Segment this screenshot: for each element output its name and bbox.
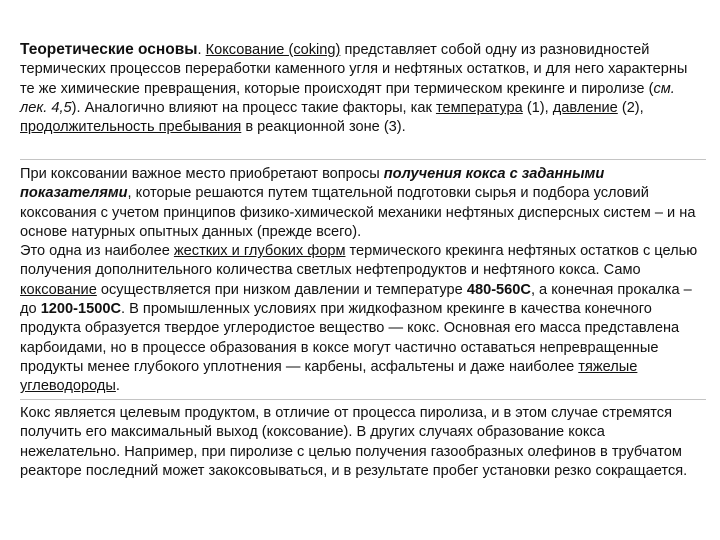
- text-span: , которые решаются путем тщательной подготовки сырья и подбора условий коксования с учетом принципов физико-химической механики нефтяных дисперсных систем – и на основе натурных опытных данных (прежде всего).: [20, 185, 696, 240]
- duration-link[interactable]: продолжительность пребывания: [20, 119, 242, 136]
- calcination-temperature: 1200-1500С: [40, 301, 122, 318]
- paragraph-coke-product: [20, 404, 706, 481]
- text-span: термического крекинга нефтяных остатков с целью получения дополнительного количества светлых нефтепродуктов и нефтяного кокса. Само: [20, 243, 698, 279]
- divider: [20, 399, 706, 400]
- paragraph-intro: [20, 40, 706, 137]
- pressure-link[interactable]: давление: [552, 99, 618, 116]
- text-span: представляет собой одну из разновидностей термических процессов переработки каменного угля и нефтяных остатков, и для него характерны те же химические превращения, которые происходят при термическом крекинге и пиролизе (: [20, 42, 688, 97]
- coking-link[interactable]: коксование: [20, 281, 97, 298]
- paragraph-line-group: [20, 242, 706, 396]
- heavy-hydrocarbons-link[interactable]: тяжелые углеводороды: [20, 358, 638, 395]
- text-span: Это одна из наиболее: [20, 243, 174, 260]
- text-span: осуществляется при низком давлении и температуре: [96, 281, 467, 298]
- divider: [20, 159, 706, 160]
- text-span: Кокс является целевым продуктом, в отличие от процесса пиролиза, и в этом случае стремятся получить его максимальный выход (коксование). В других случаях образование кокса нежелательно. Например, при пиролизе с целью получения газообразных олефинов в трубчатом реакторе последний может закоксовываться, и в результате пробег установки резко сокращается.: [20, 405, 688, 479]
- text-span: При коксовании важное место приобретают вопросы: [20, 166, 384, 182]
- paragraph-coking-details: [20, 165, 706, 397]
- text-span: ). Аналогично влияют на процесс такие факторы, как: [71, 99, 436, 116]
- lecture-reference: см. лек. 4,5: [20, 80, 675, 116]
- paragraph-line-group: [20, 165, 706, 242]
- text-span: , а конечная прокалка – до: [20, 281, 692, 318]
- coking-term-link[interactable]: Коксование (coking): [205, 42, 341, 58]
- text-span: .: [115, 378, 120, 395]
- emphasis-coke-quality: получения кокса с заданными показателями: [20, 166, 605, 202]
- forms-link[interactable]: жестких и глубоких форм: [173, 243, 346, 260]
- section-heading: Теоретические основы: [20, 41, 198, 58]
- text-span: (1),: [522, 99, 553, 116]
- temperature-range: 480-560С: [466, 281, 531, 298]
- temperature-link[interactable]: температура: [435, 99, 523, 116]
- text-span: .: [197, 42, 206, 58]
- text-span: в реакционной зоне (3).: [241, 119, 406, 136]
- text-span: (2),: [617, 99, 644, 116]
- text-span: . В промышленных условиях при жидкофазном крекинге в качества конечного продукта образуется твердое углеродистое вещество — кокс. Основная его масса представлена карбоидами, но в процессе образования в коксе могут частично оставаться непревращенные продукты менее глубокого уплотнения — карбены, асфальтены и даже наиболее: [20, 301, 680, 375]
